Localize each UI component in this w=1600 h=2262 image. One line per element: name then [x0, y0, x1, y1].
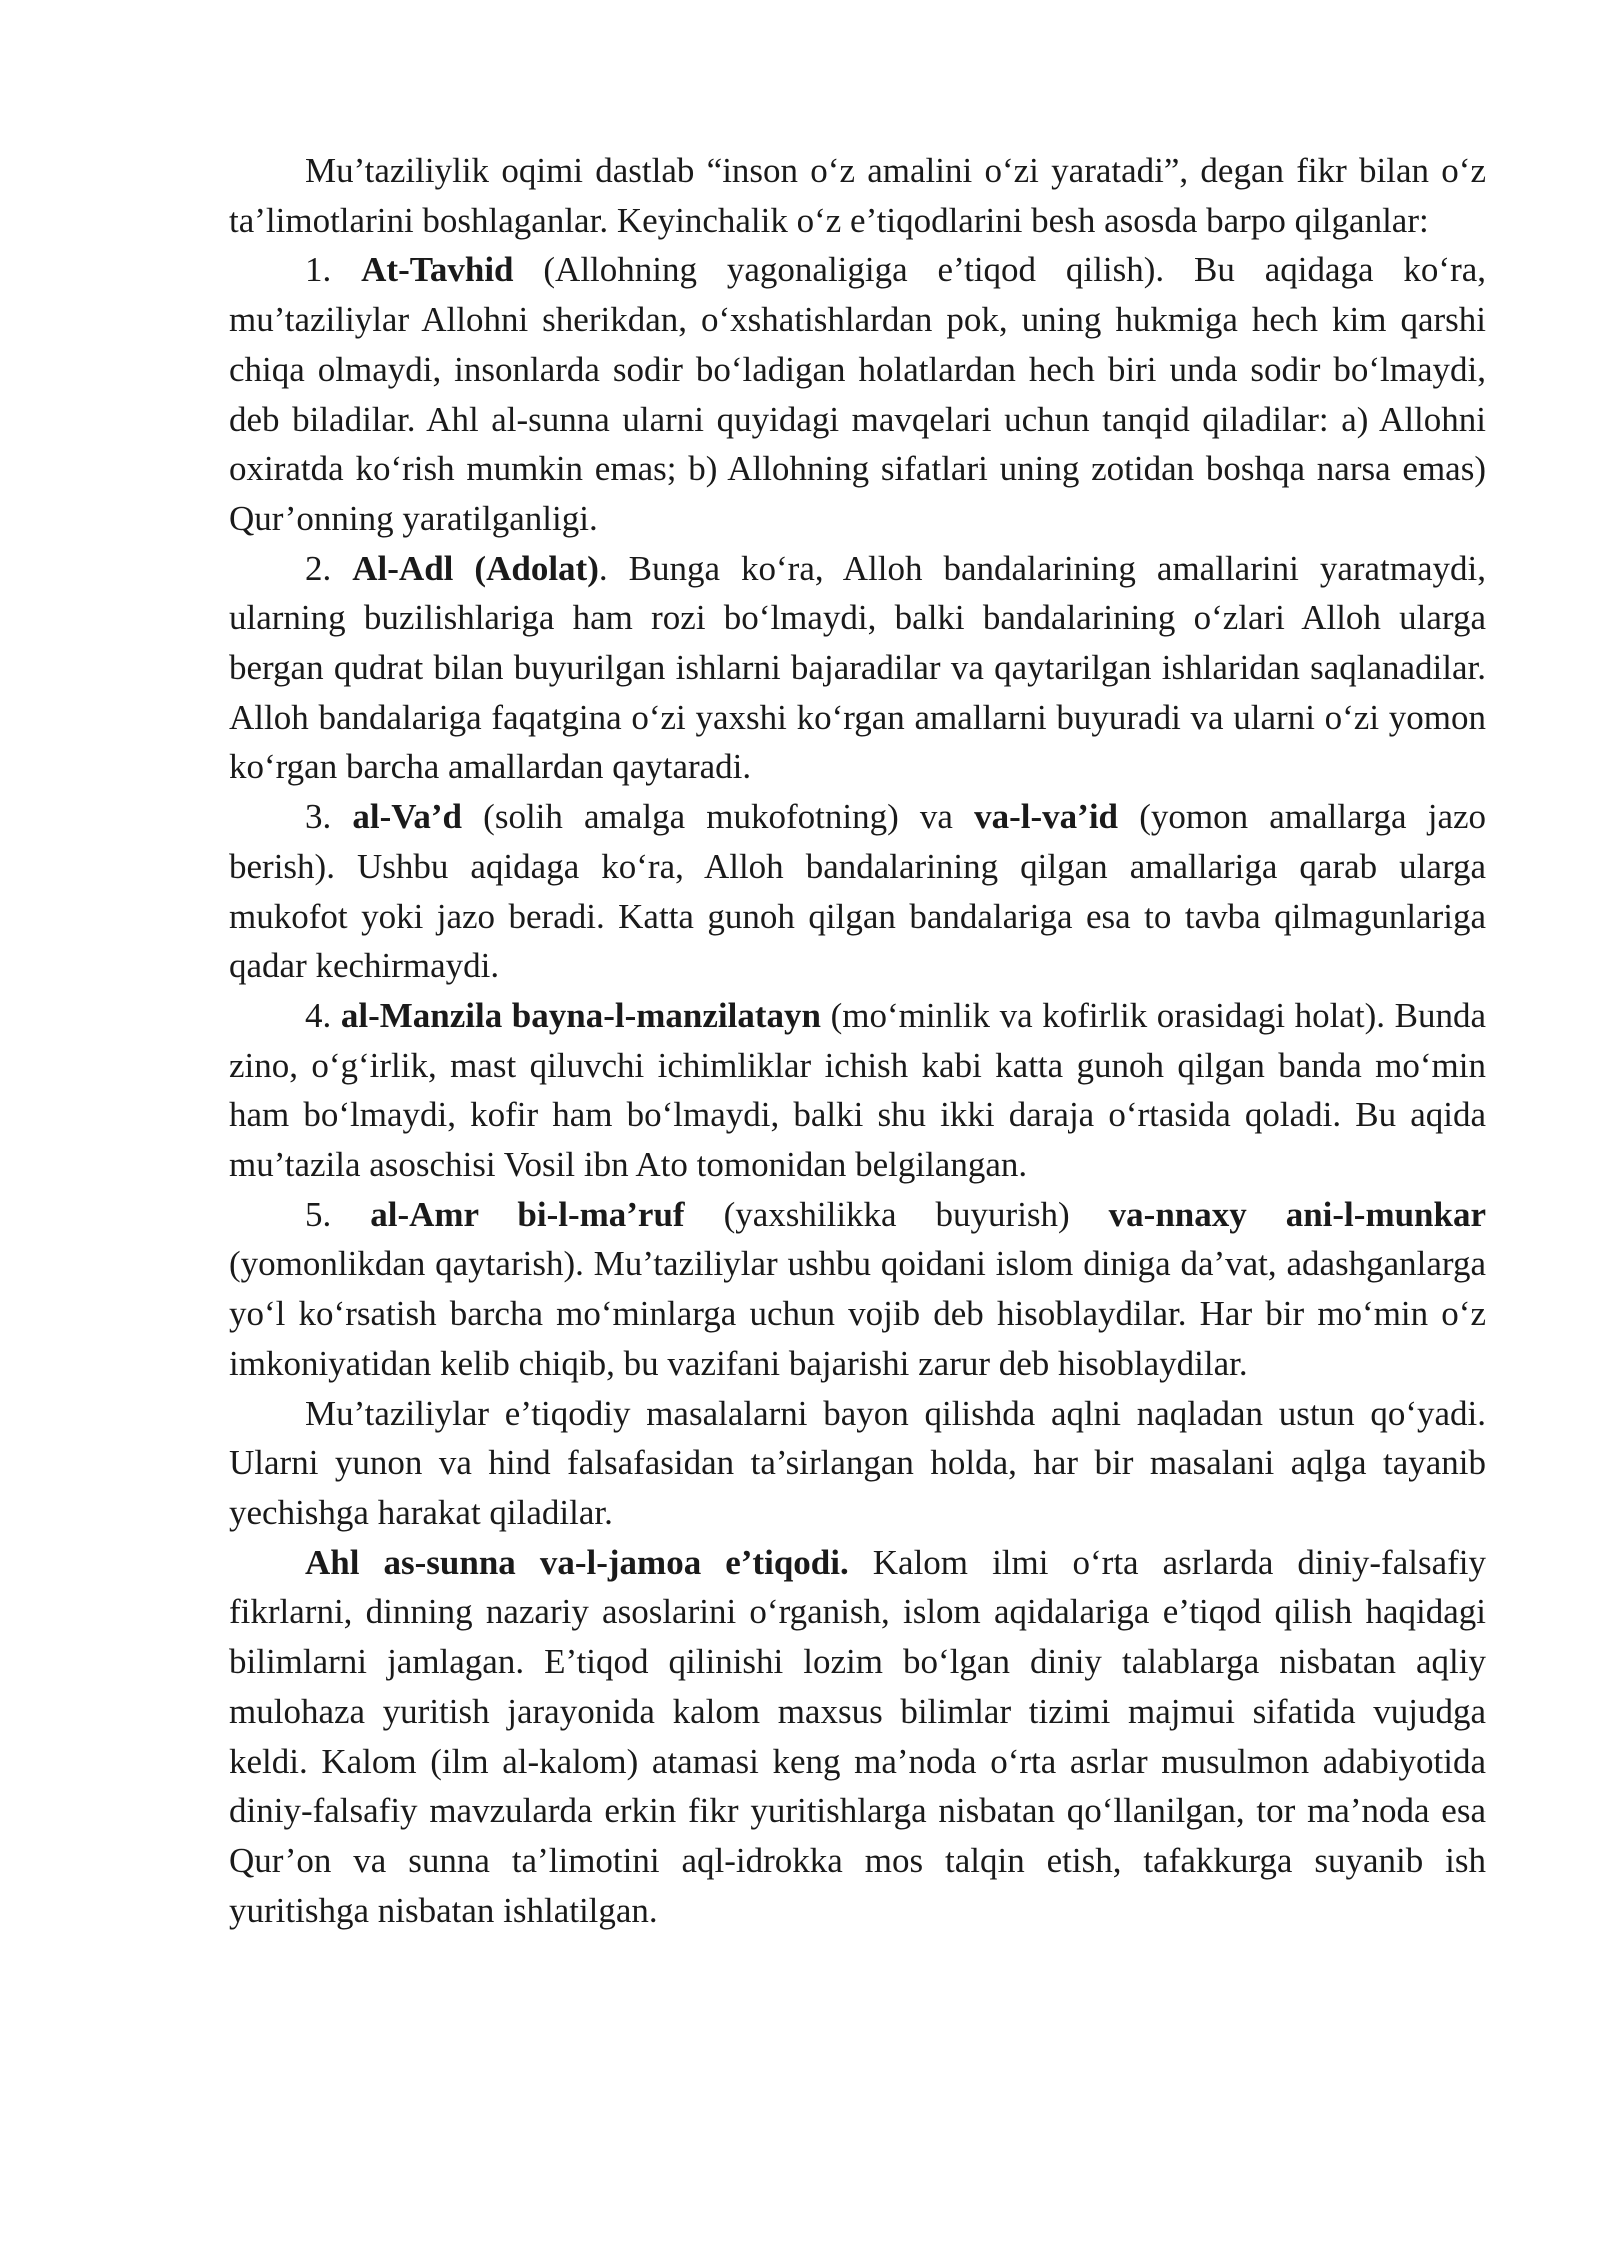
item-number: 4. [305, 995, 332, 1035]
item-text: (yomonlikdan qaytarish). Mu’taziliylar ushbu qoidani islom diniga da’vat, adashganlarga yo‘l ko‘rsatish barcha mo‘minlarga uchun vojib deb hisoblaydilar. Har bir mo‘min o‘z imkoniyatidan kelib chiqib, bu vazifani bajarishi zarur deb hisoblaydilar. [229, 1244, 1486, 1383]
item-number: 3. [305, 797, 332, 837]
item-text: . Bunga ko‘ra, Alloh bandalarining amallarini yaratmaydi, ularning buzilishlariga ham rozi bo‘lmaydi, balki bandalarining o‘zlari Alloh ularga bergan qudrat bilan buyurilgan ishlarni bajaradilar va qaytarilgan ishlaridan saqlanadilar. Alloh bandalariga faqatgina o‘zi yaxshi ko‘rgan amallarni buyuradi va ularni o‘zi yomon ko‘rgan barcha amallardan qaytaradi. [229, 548, 1486, 787]
reason-text: Mu’taziliylar e’tiqodiy masalalarni bayon qilishda aqlni naqladan ustun qo‘yadi. Ularni yunon va hind falsafasidan ta’sirlangan holda, har bir masalani aqlga tayanib yechishga harakat qiladilar. [229, 1393, 1486, 1532]
item-number: 1. [305, 250, 332, 290]
item-text: (Allohning yagonaligiga e’tiqod qilish). Bu aqidaga ko‘ra, mu’taziliylar Allohni sherikdan, o‘xshatishlardan pok, uning hukmiga hech kim qarshi chiqa olmaydi, insonlarda sodir bo‘ladigan holatlardan hech biri unda sodir bo‘lmaydi, deb biladilar. Ahl al-sunna ularni quyidagi mavqelari uchun tanqid qiladilar: a) Allohni oxiratda ko‘rish mumkin emas; b) Allohning sifatlari uning zotidan boshqa narsa emas) Qur’onning yaratilganligi. [229, 250, 1487, 538]
document-page [229, 146, 1486, 1935]
item-mid-text: (solih amalga mukofotning) va [483, 797, 953, 837]
intro-text: Mu’taziliylik oqimi dastlab “inson o‘z amalini o‘zi yaratadi”, degan fikr bilan o‘z ta’limotlarini boshlaganlar. Keyinchalik o‘z e’tiqodlarini besh asosda barpo qilganlar: [229, 151, 1486, 240]
item-number: 5. [305, 1194, 332, 1234]
list-item-manzila [229, 991, 1486, 1190]
item-term: al-Va’d [352, 797, 462, 837]
item-term-secondary: va-l-va’id [974, 797, 1119, 837]
item-text: (mo‘minlik va kofirlik orasidagi holat). Bunda zino, o‘g‘irlik, mast qiluvchi ichimliklar ichish kabi katta gunoh qilgan banda mo‘min ham bo‘lmaydi, kofir ham bo‘lmaydi, balki shu ikki daraja o‘rtasida qoladi. Bu aqida mu’tazila asoschisi Vosil ibn Ato tomonidan belgilangan. [229, 995, 1487, 1185]
item-term: al-Amr bi-l-ma’ruf [370, 1194, 685, 1234]
intro-paragraph [229, 146, 1486, 245]
item-term: At-Tavhid [361, 250, 514, 290]
item-term: al-Manzila bayna-l-manzilatayn [340, 995, 821, 1035]
reason-paragraph [229, 1389, 1486, 1538]
item-term-secondary: va-nnaxy ani-l-munkar [1108, 1194, 1487, 1234]
item-mid-text: (yaxshilikka buyurish) [723, 1194, 1070, 1234]
section-heading: Ahl as-sunna va-l-jamoa e’tiqodi. [305, 1542, 849, 1582]
item-term: Al-Adl (Adolat) [352, 548, 599, 588]
list-item-tavhid [229, 245, 1486, 543]
item-text: (yomon amallarga jazo berish). Ushbu aqidaga ko‘ra, Alloh bandalarining qilgan amallariga qarab ularga mukofot yoki jazo beradi. Katta gunoh qilgan bandalariga esa to tavba qilmagunlariga qadar kechirmaydi. [229, 797, 1487, 986]
section-text: Kalom ilmi o‘rta asrlarda diniy-falsafiy fikrlarni, dinning nazariy asoslarini o‘rganish, islom aqidalariga e’tiqod qilish haqidagi bilimlarni jamlagan. E’tiqod qilinishi lozim bo‘lgan diniy talablarga nisbatan aqliy mulohaza yuritish jarayonida kalom maxsus bilimlar tizimi majmui sifatida vujudga keldi. Kalom (ilm al-kalom) atamasi keng ma’noda o‘rta asrlar musulmon adabiyotida diniy-falsafiy mavzularda erkin fikr yuritishlarga nisbatan qo‘llanilgan, tor ma’noda esa Qur’on va sunna ta’limotini aql-idrokka mos talqin etish, tafakkurga suyanib ish yuritishga nisbatan ishlatilgan. [229, 1542, 1486, 1930]
ahl-section-paragraph [229, 1538, 1486, 1936]
item-number: 2. [305, 548, 332, 588]
list-item-vad [229, 792, 1486, 991]
list-item-amr [229, 1190, 1486, 1389]
list-item-adl [229, 544, 1486, 793]
